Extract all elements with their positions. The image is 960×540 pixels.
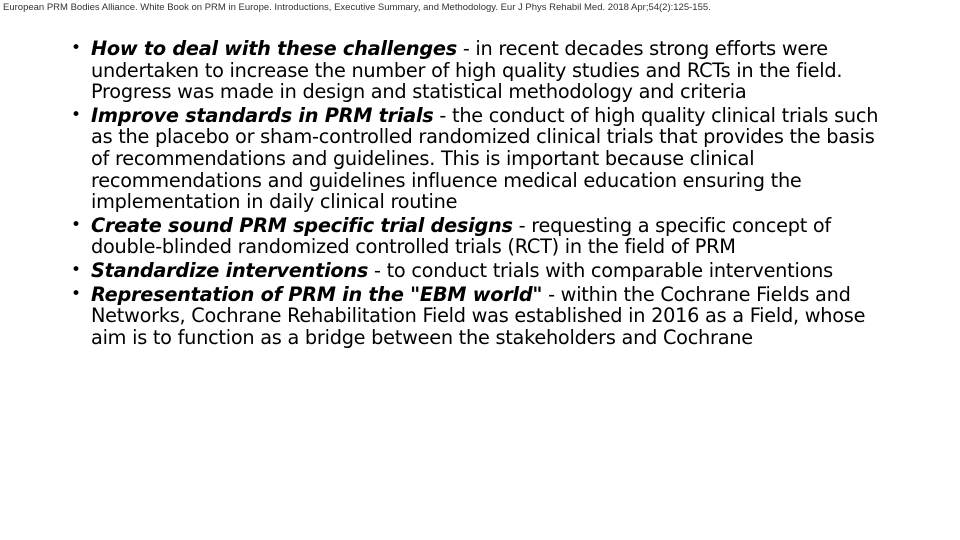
bullet-lead: Standardize interventions [91,258,369,282]
bullet-icon: • [71,259,81,280]
bullet-text: - the conduct of high quality clinical trials such as the placebo or sham-controlled randomized clinical trials that provides the basis of recommendations and guidelines. This is important because clinical recommendations and guidelines influence medical education ensuring the implementation in daily clinical routine [91,103,879,214]
bullet-list [68,38,888,350]
list-item [68,105,888,213]
citation-header: European PRM Bodies Alliance. White Book on PRM in Europe. Introductions, Executive Summary, and Methodology. Eur J Phys Rehabil Med. 2018 Apr;54(2):125-155. [3,2,711,13]
bullet-icon: • [71,38,81,58]
bullet-lead: Create sound PRM specific trial designs [91,213,513,237]
bullet-icon: • [71,104,81,125]
bullet-text: - in recent decades strong efforts were undertaken to increase the number of high quality studies and RCTs in the field. Progress was made in design and statistical methodology and criteria [91,37,843,104]
bullet-text: - to conduct trials with comparable interventions [368,258,833,282]
list-item [68,284,888,349]
bullet-text: - requesting a specific concept of double-blinded randomized controlled trials (RCT) in the field of PRM [91,213,831,259]
bullet-lead: How to deal with these challenges [91,37,457,60]
list-item [68,260,888,282]
bullet-icon: • [71,214,81,235]
list-item [68,215,888,258]
bullet-text: - within the Cochrane Fields and Networks, Cochrane Rehabilitation Field was established in 2016 as a Field, whose aim is to function as a bridge between the stakeholders and Cochrane [91,282,866,349]
bullet-lead: Improve standards in PRM trials [91,103,434,127]
bullet-icon: • [71,283,81,304]
list-item [68,38,888,103]
bullet-lead: Representation of PRM in the "EBM world" [91,282,543,306]
